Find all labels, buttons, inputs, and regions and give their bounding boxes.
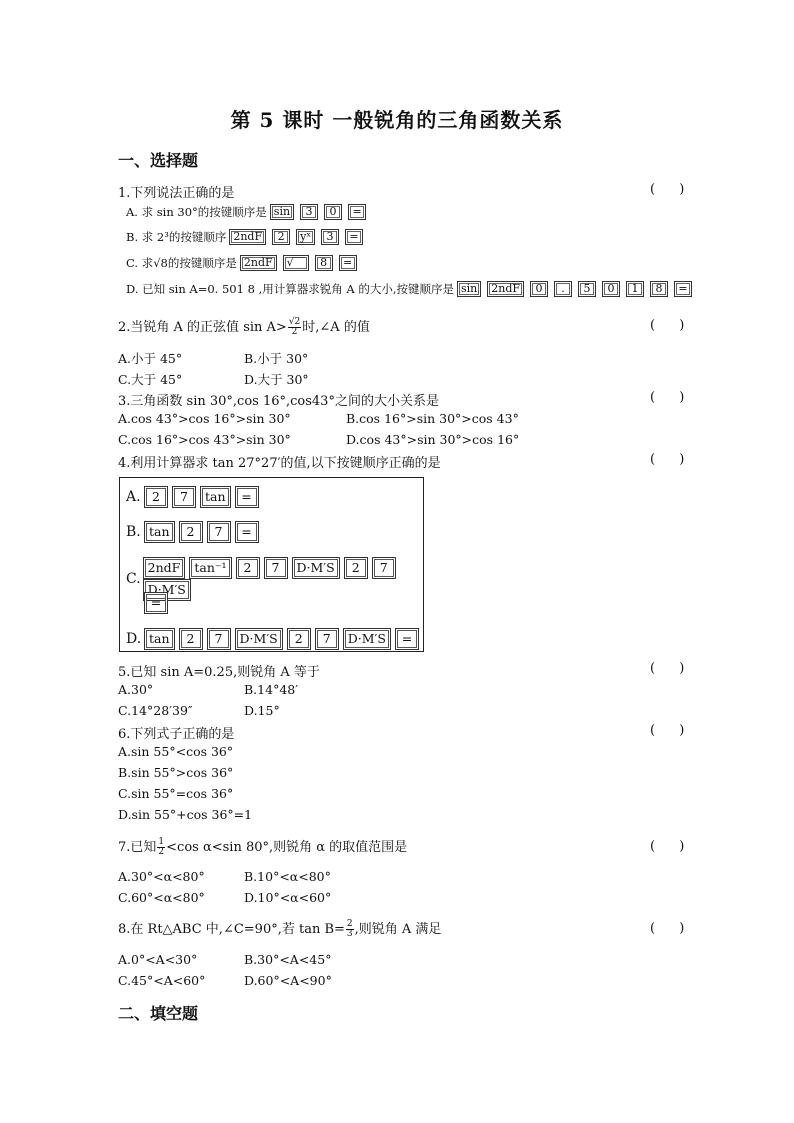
q4-option-b-label: B. bbox=[126, 524, 141, 540]
q7-fraction bbox=[157, 838, 165, 857]
q1-option-c-text: C. 求√8的按键顺序是 bbox=[126, 256, 237, 270]
q4-option-d-keys bbox=[144, 628, 423, 650]
calculator-key: 7 bbox=[372, 557, 396, 579]
question-2-stem bbox=[118, 316, 370, 337]
q3-option-b: B.cos 16°>sin 30°>cos 43° bbox=[346, 411, 519, 426]
calculator-key: 2 bbox=[272, 229, 290, 245]
q3-option-a: A.cos 43°>cos 16°>sin 30° bbox=[118, 411, 291, 426]
calculator-key: 0 bbox=[324, 204, 342, 220]
q2-option-b: B.小于 30° bbox=[244, 351, 309, 366]
q8-frac-num: 2 bbox=[346, 919, 353, 929]
q6-option-b: B.sin 55°>cos 36° bbox=[118, 765, 234, 780]
q3-option-c: C.cos 16°>cos 43°>sin 30° bbox=[118, 432, 291, 447]
q6-option-a: A.sin 55°<cos 36° bbox=[118, 744, 234, 759]
calculator-key: 2ndF bbox=[143, 557, 186, 579]
q3-option-d: D.cos 43°>sin 30°>cos 16° bbox=[346, 432, 520, 447]
q2-fraction bbox=[288, 318, 301, 337]
calculator-key: 8 bbox=[650, 281, 668, 297]
calculator-key: 2ndF bbox=[240, 255, 277, 271]
answer-paren-5: ( ) bbox=[650, 661, 695, 676]
calculator-key: = bbox=[339, 255, 357, 271]
q8-option-b: B.30°<A<45° bbox=[244, 952, 332, 967]
q8-stem-part-b: ,则锐角 A 满足 bbox=[354, 922, 442, 937]
question-4-stem: 4.利用计算器求 tan 27°27′的值,以下按键顺序正确的是 bbox=[118, 456, 441, 471]
q4-option-a bbox=[126, 486, 263, 508]
calculator-key: 2 bbox=[236, 557, 260, 579]
calculator-key: 7 bbox=[264, 557, 288, 579]
question-6-stem: 6.下列式子正确的是 bbox=[118, 727, 235, 742]
calculator-key: . bbox=[554, 281, 572, 297]
q2-option-d: D.大于 30° bbox=[244, 372, 309, 387]
answer-paren-2: ( ) bbox=[650, 318, 695, 333]
q1-option-a bbox=[126, 204, 369, 220]
q1-option-c-keys bbox=[237, 255, 360, 271]
calculator-key: 2 bbox=[287, 628, 311, 650]
q8-fraction bbox=[346, 920, 354, 939]
q7-stem-part-b: <cos α<sin 80°,则锐角 α 的取值范围是 bbox=[166, 840, 408, 855]
q5-option-a: A.30° bbox=[118, 682, 154, 697]
calculator-key: = bbox=[395, 628, 419, 650]
q5-option-b: B.14°48′ bbox=[244, 682, 299, 697]
calculator-key: 7 bbox=[207, 521, 231, 543]
q4-option-d bbox=[126, 628, 423, 650]
question-5-stem: 5.已知 sin A=0.25,则锐角 A 等于 bbox=[118, 665, 320, 680]
calculator-key: 3 bbox=[321, 229, 339, 245]
q1-option-b bbox=[126, 229, 366, 245]
calculator-key: = bbox=[348, 204, 366, 220]
calculator-key: 2ndF bbox=[229, 229, 266, 245]
q8-option-c: C.45°<A<60° bbox=[118, 973, 206, 988]
question-8-stem bbox=[118, 918, 441, 939]
calculator-key: = bbox=[235, 521, 259, 543]
calculator-key: 2 bbox=[144, 486, 168, 508]
calculator-key: 2 bbox=[344, 557, 368, 579]
calculator-key: 0 bbox=[602, 281, 620, 297]
calculator-key: D·M′S bbox=[143, 579, 191, 601]
q8-frac-den: 3 bbox=[346, 929, 353, 939]
answer-paren-4: ( ) bbox=[650, 452, 695, 467]
q4-option-a-label: A. bbox=[126, 489, 141, 505]
q7-frac-num: 1 bbox=[158, 837, 165, 847]
calculator-key: tan bbox=[144, 628, 175, 650]
q8-option-a: A.0°<A<30° bbox=[118, 952, 198, 967]
calculator-key: 3 bbox=[300, 204, 318, 220]
q4-options-box bbox=[119, 477, 424, 652]
calculator-key: tan bbox=[200, 486, 231, 508]
calculator-key: 5 bbox=[578, 281, 596, 297]
calculator-key: tan bbox=[144, 521, 175, 543]
calculator-key: D·M′S bbox=[292, 557, 340, 579]
q2-option-a: A.小于 45° bbox=[118, 351, 183, 366]
q2-frac-num: √2 bbox=[288, 317, 301, 327]
q1-option-d-keys bbox=[454, 281, 695, 297]
q4-option-c-keys bbox=[143, 557, 423, 601]
q2-option-c: C.大于 45° bbox=[118, 372, 183, 387]
question-1-stem: 1.下列说法正确的是 bbox=[118, 186, 235, 201]
calculator-key: 7 bbox=[315, 628, 339, 650]
q4-option-b bbox=[126, 521, 263, 543]
q7-stem-part-a: 7.已知 bbox=[118, 840, 157, 855]
calculator-key: 2 bbox=[179, 521, 203, 543]
q6-option-c: C.sin 55°=cos 36° bbox=[118, 786, 234, 801]
q7-option-b: B.10°<α<80° bbox=[244, 869, 331, 884]
q8-stem-part-a: 8.在 Rt△ABC 中,∠C=90°,若 tan B= bbox=[118, 922, 345, 937]
calculator-key: 7 bbox=[172, 486, 196, 508]
q5-option-d: D.15° bbox=[244, 703, 280, 718]
q7-option-a: A.30°<α<80° bbox=[118, 869, 205, 884]
answer-paren-7: ( ) bbox=[650, 839, 695, 854]
q1-option-c bbox=[126, 255, 360, 271]
calculator-key: D·M′S bbox=[343, 628, 391, 650]
calculator-key: = bbox=[144, 592, 168, 614]
calculator-key: 8 bbox=[315, 255, 333, 271]
section-heading-choice: 一、选择题 bbox=[118, 151, 199, 170]
calculator-key: sin bbox=[457, 281, 481, 297]
question-7-stem bbox=[118, 836, 407, 857]
q7-frac-den: 2 bbox=[158, 847, 165, 857]
question-3-stem: 3.三角函数 sin 30°,cos 16°,cos43°之间的大小关系是 bbox=[118, 394, 439, 409]
calculator-key: 1 bbox=[626, 281, 644, 297]
calculator-key: 2ndF bbox=[487, 281, 524, 297]
q4-option-c-continued bbox=[144, 592, 172, 614]
q4-option-c-keys-continued bbox=[144, 592, 172, 614]
q1-option-d bbox=[126, 281, 695, 297]
calculator-key: sin bbox=[270, 204, 294, 220]
answer-paren-8: ( ) bbox=[650, 921, 695, 936]
q1-option-b-text: B. 求 2³的按键顺序 bbox=[126, 230, 227, 244]
q2-stem-part-a: 2.当锐角 A 的正弦值 sin A> bbox=[118, 320, 287, 335]
calculator-key: 2 bbox=[179, 628, 203, 650]
calculator-key: yˣ bbox=[296, 229, 315, 245]
q2-stem-part-b: 时,∠A 的值 bbox=[302, 320, 370, 335]
q7-option-c: C.60°<α<80° bbox=[118, 890, 205, 905]
section-heading-fill-in: 二、填空题 bbox=[118, 1004, 199, 1023]
calculator-key: 0 bbox=[530, 281, 548, 297]
q7-option-d: D.10°<α<60° bbox=[244, 890, 332, 905]
calculator-key: = bbox=[345, 229, 363, 245]
answer-paren-6: ( ) bbox=[650, 723, 695, 738]
q4-option-d-label: D. bbox=[126, 631, 142, 647]
q5-option-c: C.14°28′39″ bbox=[118, 703, 193, 718]
calculator-key: √‾‾ bbox=[283, 255, 309, 271]
calculator-key: = bbox=[674, 281, 692, 297]
q1-option-a-text: A. 求 sin 30°的按键顺序是 bbox=[126, 205, 267, 219]
calculator-key: 7 bbox=[207, 628, 231, 650]
page-title: 第 5 课时 一般锐角的三角函数关系 bbox=[230, 108, 564, 132]
q4-option-a-keys bbox=[144, 486, 263, 508]
q6-option-d: D.sin 55°+cos 36°=1 bbox=[118, 807, 253, 822]
calculator-key: tan⁻¹ bbox=[189, 557, 231, 579]
answer-paren-1: ( ) bbox=[650, 182, 695, 197]
calculator-key: D·M′S bbox=[235, 628, 283, 650]
q4-option-b-keys bbox=[144, 521, 263, 543]
q1-option-d-text: D. 已知 sin A=0. 501 8 ,用计算器求锐角 A 的大小,按键顺序是 bbox=[126, 282, 454, 296]
calculator-key: = bbox=[235, 486, 259, 508]
q8-option-d: D.60°<A<90° bbox=[244, 973, 332, 988]
q1-option-b-keys bbox=[226, 229, 366, 245]
q4-option-c-label: C. bbox=[126, 571, 141, 587]
q1-option-a-keys bbox=[267, 204, 369, 220]
q2-frac-den: 2 bbox=[291, 327, 298, 337]
answer-paren-3: ( ) bbox=[650, 390, 695, 405]
